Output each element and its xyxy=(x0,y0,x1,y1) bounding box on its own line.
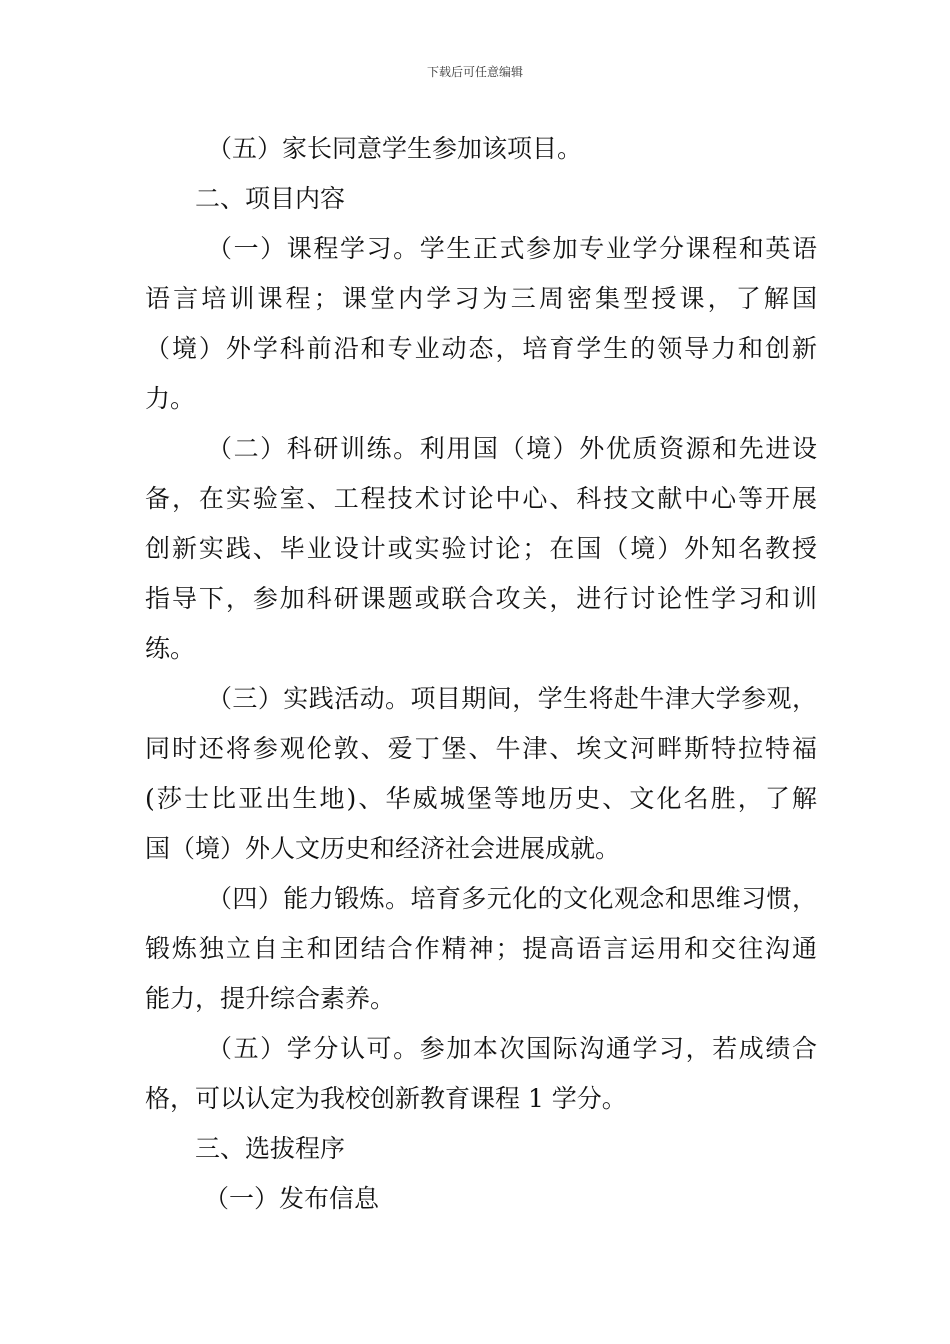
paragraph-line: 创新实践、毕业设计或实验讨论；在国（境）外知名教授 xyxy=(145,534,817,563)
paragraph-line: （五）家长同意学生参加该项目。 xyxy=(207,134,583,163)
paragraph-line: 备，在实验室、工程技术讨论中心、科技文献中心等开展 xyxy=(145,484,817,513)
paragraph-line: 格，可以认定为我校创新教育课程 1 学分。 xyxy=(145,1084,627,1113)
paragraph-line: 国（境）外人文历史和经济社会进展成就。 xyxy=(145,834,621,863)
paragraph-line: 练。 xyxy=(145,634,196,663)
paragraph-line: (莎士比亚出生地)、华威城堡等地历史、文化名胜，了解 xyxy=(145,784,817,813)
paragraph-line: （二）科研训练。利用国（境）外优质资源和先进设 xyxy=(207,434,817,463)
section-heading: 二、项目内容 xyxy=(195,184,346,213)
paragraph-line: 语言培训课程；课堂内学习为三周密集型授课，了解国 xyxy=(145,284,817,313)
paragraph-line: 指导下，参加科研课题或联合攻关，进行讨论性学习和训 xyxy=(145,584,817,613)
section-heading: 三、选拔程序 xyxy=(195,1134,346,1163)
subsection-heading: （一）发布信息 xyxy=(204,1184,380,1213)
paragraph-line: 力。 xyxy=(145,384,196,413)
paragraph-line: （五）学分认可。参加本次国际沟通学习，若成绩合 xyxy=(207,1034,817,1063)
paragraph-line: 同时还将参观伦敦、爱丁堡、牛津、埃文河畔斯特拉特福 xyxy=(145,734,817,763)
paragraph-line: （境）外学科前沿和专业动态，培育学生的领导力和创新 xyxy=(145,334,817,363)
paragraph-line: 能力，提升综合素养。 xyxy=(145,984,396,1013)
paragraph-line: 锻炼独立自主和团结合作精神；提高语言运用和交往沟通 xyxy=(145,934,817,963)
paragraph-line: （一）课程学习。学生正式参加专业学分课程和英语 xyxy=(207,234,817,263)
paragraph-line: （四）能力锻炼。培育多元化的文化观念和思维习惯， xyxy=(207,884,817,913)
document-body xyxy=(145,124,817,1224)
paragraph-line: （三）实践活动。项目期间，学生将赴牛津大学参观， xyxy=(207,684,817,713)
page-header-note: 下载后可任意编辑 xyxy=(426,65,523,79)
